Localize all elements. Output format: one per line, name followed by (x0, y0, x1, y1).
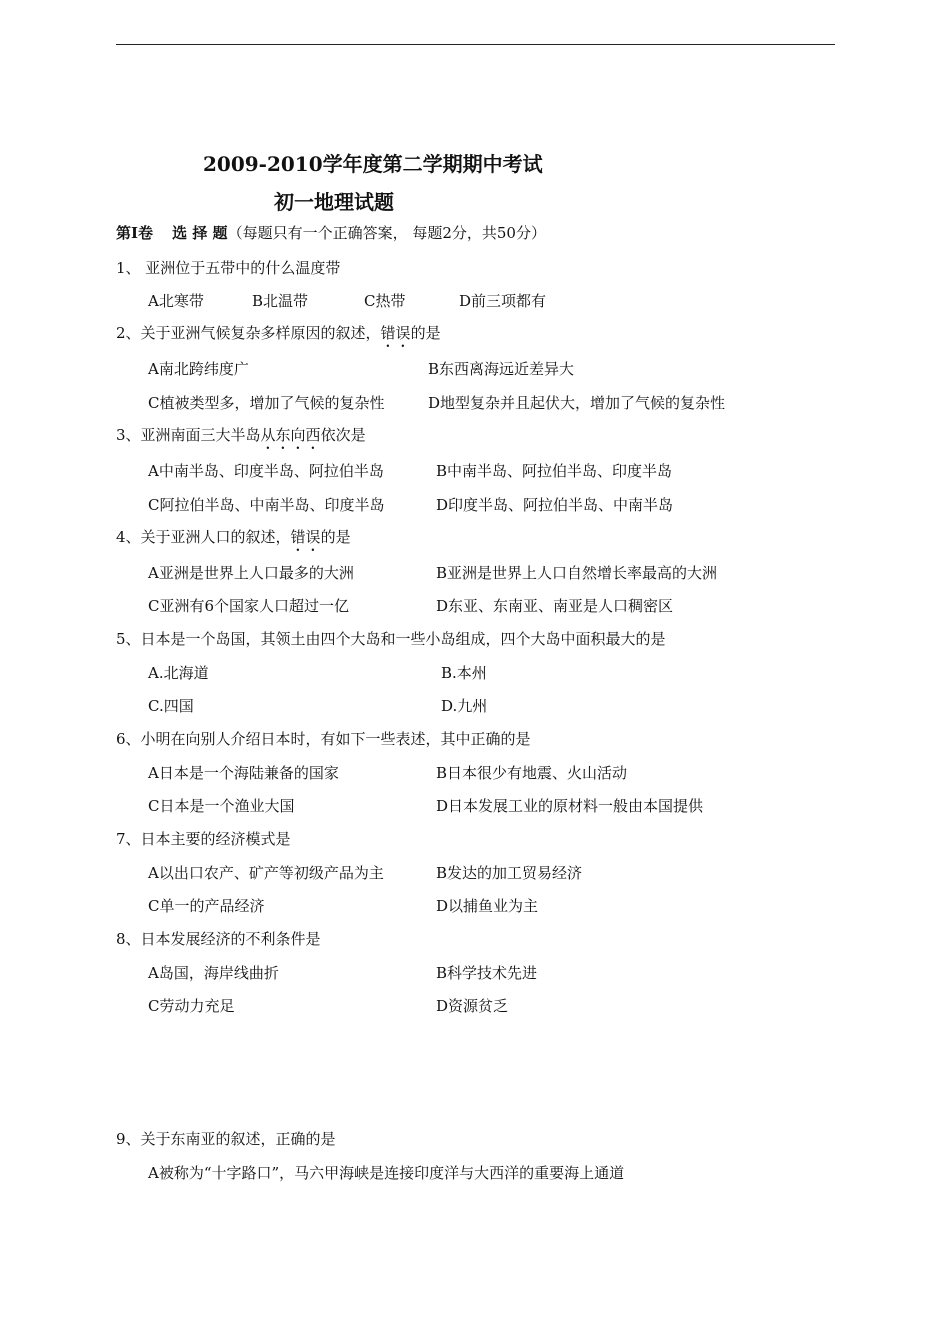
option: C阿拉伯半岛、中南半岛、印度半岛 (148, 496, 385, 514)
option: A以出口农产、矿产等初级产品为主 (148, 864, 384, 882)
question-stem: 2、关于亚洲气候复杂多样原因的叙述，错误的是 (116, 324, 441, 342)
section-name: 选 择 题 (172, 224, 228, 242)
option: A.北海道 (148, 664, 209, 682)
option: B科学技术先进 (436, 964, 538, 982)
option: B日本很少有地震、火山活动 (436, 764, 628, 782)
section-label: 第Ⅰ卷 (116, 224, 154, 242)
question-stem: 1、 亚洲位于五带中的什么温度带 (116, 259, 341, 277)
option: D日本发展工业的原材料一般由本国提供 (436, 797, 704, 815)
option: C.四国 (148, 697, 194, 715)
question-stem: 7、日本主要的经济模式是 (116, 830, 291, 848)
option: D地型复杂并且起伏大，增加了气候的复杂性 (428, 394, 726, 412)
section-heading (116, 223, 546, 243)
option: A北寒带 (148, 292, 204, 310)
emphasis-text: 错误 (380, 324, 411, 342)
option: B北温带 (252, 292, 309, 310)
option: C劳动力充足 (148, 997, 235, 1015)
option: D.九州 (441, 697, 488, 715)
question-stem: 8、日本发展经济的不利条件是 (116, 930, 321, 948)
section-note: （每题只有一个正确答案， 每题2分，共50分） (227, 224, 546, 242)
question-stem: 6、小明在向别人介绍日本时，有如下一些表述，其中正确的是 (116, 730, 531, 748)
exam-subtitle: 初一地理试题 (274, 190, 394, 214)
emphasis-text: 错误 (290, 528, 321, 546)
option: B东西离海远近差异大 (428, 360, 575, 378)
option: A南北跨纬度广 (148, 360, 249, 378)
option: A被称为“十字路口”，马六甲海峡是连接印度洋与大西洋的重要海上通道 (148, 1164, 625, 1182)
option: C热带 (364, 292, 406, 310)
option: C植被类型多，增加了气候的复杂性 (148, 394, 385, 412)
option: A亚洲是世界上人口最多的大洲 (148, 564, 354, 582)
option: C亚洲有6个国家人口超过一亿 (148, 597, 350, 615)
option: B中南半岛、阿拉伯半岛、印度半岛 (436, 462, 673, 480)
option: A中南半岛、印度半岛、阿拉伯半岛 (148, 462, 384, 480)
option: D前三项都有 (459, 292, 547, 310)
exam-title: 2009-2010学年度第二学期期中考试 (203, 152, 543, 176)
option: B.本州 (441, 664, 487, 682)
option: B亚洲是世界上人口自然增长率最高的大洲 (436, 564, 718, 582)
question-stem: 5、日本是一个岛国，其领土由四个大岛和一些小岛组成，四个大岛中面积最大的是 (116, 630, 666, 648)
header-rule (116, 44, 835, 45)
option: D印度半岛、阿拉伯半岛、中南半岛 (436, 496, 674, 514)
option: D以捕鱼业为主 (436, 897, 539, 915)
question-stem: 3、亚洲南面三大半岛从东向西依次是 (116, 426, 366, 444)
option: A日本是一个海陆兼备的国家 (148, 764, 339, 782)
option: B发达的加工贸易经济 (436, 864, 583, 882)
option: D资源贫乏 (436, 997, 509, 1015)
question-stem: 4、关于亚洲人口的叙述，错误的是 (116, 528, 351, 546)
option: A岛国，海岸线曲折 (148, 964, 279, 982)
emphasis-text: 从东向西 (260, 426, 321, 444)
question-stem: 9、关于东南亚的叙述，正确的是 (116, 1130, 336, 1148)
option: D东亚、东南亚、南亚是人口稠密区 (436, 597, 674, 615)
option: C日本是一个渔业大国 (148, 797, 295, 815)
option: C单一的产品经济 (148, 897, 265, 915)
